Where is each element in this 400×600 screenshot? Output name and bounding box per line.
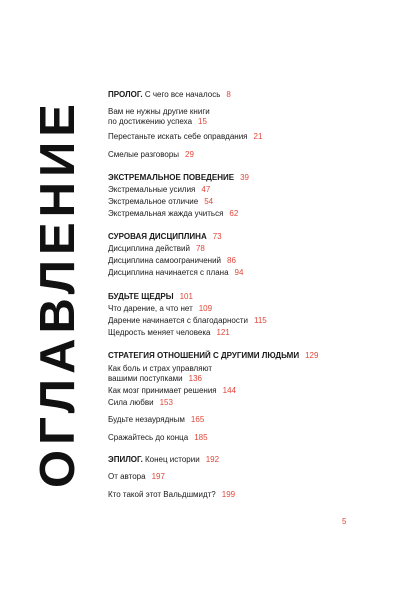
entry-label: Дисциплина самоограничений — [108, 256, 222, 265]
toc-entry[interactable] — [108, 304, 348, 314]
toc-entry[interactable] — [108, 150, 348, 160]
entry-page: 115 — [253, 316, 267, 325]
entry-label: Экстремальная жажда учиться — [108, 209, 224, 218]
entry-page: 8 — [226, 90, 231, 99]
toc-section-heading[interactable] — [108, 173, 348, 183]
toc-entry[interactable] — [108, 244, 348, 254]
section-label: БУДЬТЕ ЩЕДРЫ — [108, 292, 174, 301]
section-label: ЭКСТРЕМАЛЬНОЕ ПОВЕДЕНИЕ — [108, 173, 235, 182]
page-number: 5 — [342, 517, 347, 526]
entry-page: 94 — [234, 268, 244, 277]
toc-entry[interactable] — [108, 328, 348, 338]
toc-entry[interactable] — [108, 472, 348, 482]
toc-entry[interactable] — [108, 197, 348, 207]
toc-section-heading[interactable] — [108, 292, 348, 302]
entry-label-line2: по достижению успеха — [108, 117, 193, 126]
entry-page: 192 — [205, 455, 220, 464]
entry-page: 29 — [185, 150, 194, 159]
toc-entry-epilogue[interactable] — [108, 455, 348, 465]
entry-label: Будьте незаурядным — [108, 415, 185, 424]
entry-label: Экстремальное отличие — [108, 197, 199, 206]
entry-page: 185 — [194, 433, 208, 442]
entry-label: Конец истории — [142, 455, 200, 464]
toc-entry[interactable] — [108, 268, 348, 278]
entry-page: 47 — [201, 185, 211, 194]
section-label: СУРОВАЯ ДИСЦИПЛИНА — [108, 232, 207, 241]
entry-label: Дисциплина действий — [108, 244, 190, 253]
entry-label: Дарение начинается с благодарности — [108, 316, 248, 325]
vertical-title — [28, 88, 88, 498]
toc-entry[interactable] — [108, 364, 348, 384]
entry-page: 15 — [198, 117, 207, 126]
section-page: 101 — [179, 292, 193, 301]
entry-page: 153 — [159, 398, 173, 407]
toc-entry[interactable] — [108, 107, 348, 127]
entry-page: 21 — [253, 132, 263, 141]
entry-bold: ЭПИЛОГ. — [108, 455, 143, 464]
toc-entry[interactable] — [108, 386, 348, 396]
toc-entry[interactable] — [108, 433, 348, 443]
entry-label: Как мозг принимает решения — [108, 386, 217, 395]
entry-label: От автора — [108, 472, 146, 481]
entry-page: 144 — [222, 386, 236, 395]
entry-page: 136 — [188, 374, 203, 383]
toc-entry[interactable] — [108, 316, 348, 326]
toc-section-heading[interactable] — [108, 232, 348, 242]
entry-label-line2: вашими поступками — [108, 374, 183, 383]
entry-page: 121 — [216, 328, 230, 337]
entry-bold: ПРОЛОГ. — [108, 90, 143, 99]
entry-label: Сражайтесь до конца — [108, 433, 189, 442]
toc-entry[interactable] — [108, 185, 348, 195]
entry-label-line1: Как боль и страх управляют — [108, 364, 213, 373]
entry-page: 199 — [221, 490, 236, 499]
toc-entry[interactable] — [108, 209, 348, 219]
entry-label-line1: Вам не нужны другие книги — [108, 107, 210, 116]
entry-page: 109 — [198, 304, 213, 313]
toc-entry-prologue[interactable] — [108, 90, 348, 100]
entry-label: Что дарение, а что нет — [108, 304, 193, 313]
entry-page: 165 — [190, 415, 205, 424]
toc-section-heading[interactable] — [108, 351, 348, 361]
entry-label: Кто такой этот Вальдшмидт? — [108, 490, 216, 499]
entry-label: Смелые разговоры — [108, 150, 180, 159]
entry-page: 86 — [227, 256, 236, 265]
toc-entry[interactable] — [108, 256, 348, 266]
section-page: 73 — [212, 232, 222, 241]
entry-page: 54 — [204, 197, 214, 206]
toc-entry[interactable] — [108, 490, 348, 500]
entry-label: Перестаньте искать себе оправдания — [108, 132, 248, 141]
entry-label: Сила любви — [108, 398, 154, 407]
title-text: ОГЛАВЛЕНИЕ — [30, 98, 85, 488]
entry-label: Дисциплина начинается с плана — [108, 268, 229, 277]
entry-page: 62 — [229, 209, 239, 218]
entry-label: Щедрость меняет человека — [108, 328, 211, 337]
section-page: 129 — [305, 351, 319, 360]
entry-page: 197 — [151, 472, 165, 481]
toc-entry[interactable] — [108, 415, 348, 425]
entry-page: 78 — [195, 244, 205, 253]
toc-entry[interactable] — [108, 398, 348, 408]
toc-entry[interactable] — [108, 132, 348, 142]
section-label: СТРАТЕГИЯ ОТНОШЕНИЙ С ДРУГИМИ ЛЮДЬМИ — [108, 351, 300, 360]
section-page: 39 — [240, 173, 249, 182]
entry-label: С чего все началось — [142, 90, 221, 99]
entry-label: Экстремальные усилия — [108, 185, 196, 194]
